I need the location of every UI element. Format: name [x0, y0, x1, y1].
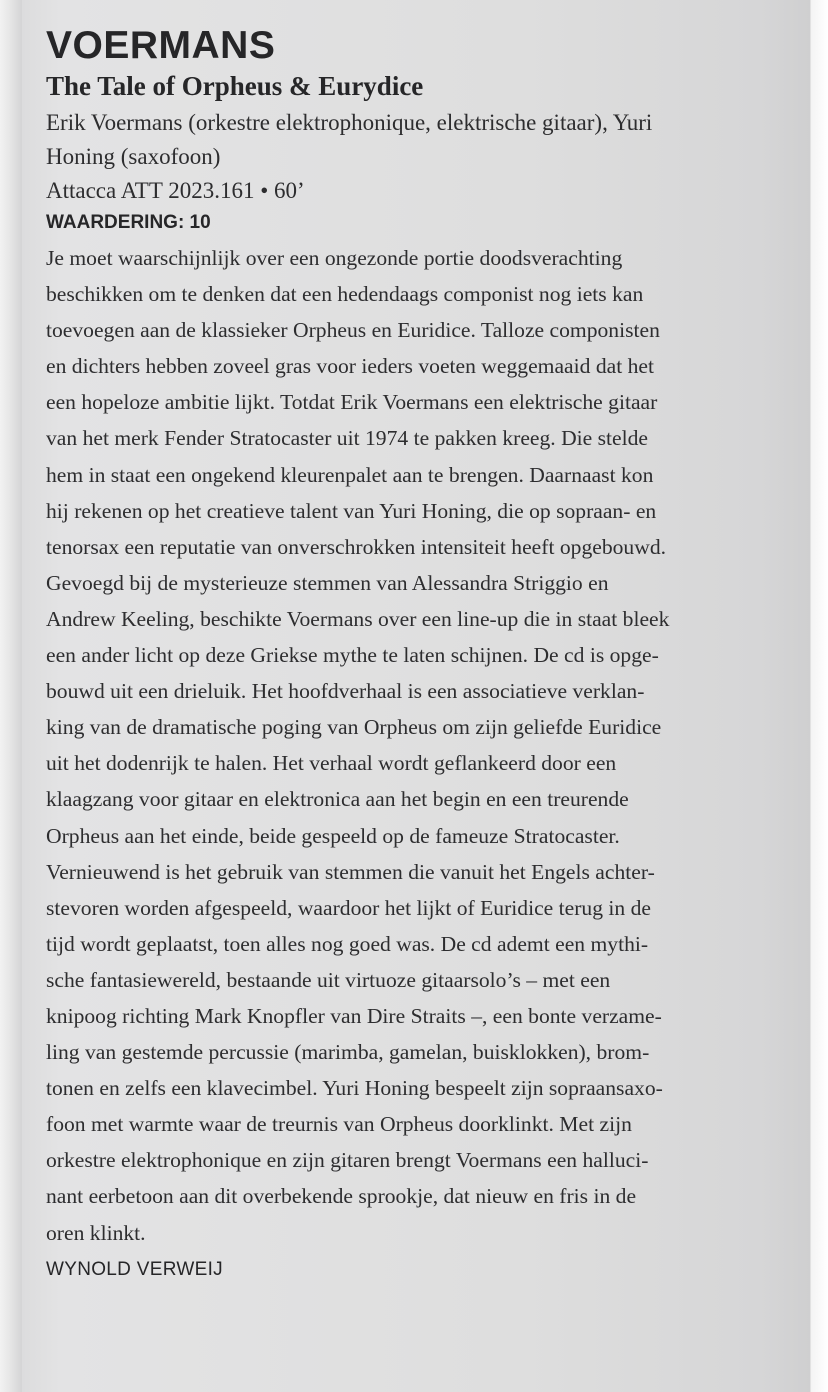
review-body — [46, 240, 806, 1251]
review-line: en dichters hebben zoveel gras voor ieders voeten weggemaaid dat het — [46, 354, 654, 379]
review-article — [46, 24, 806, 1285]
author-byline: WYNOLD VERWEIJ — [46, 1258, 223, 1280]
review-line: toevoegen aan de klassieker Orpheus en Euridice. Talloze componisten — [46, 318, 660, 343]
review-line: oren klinkt. — [46, 1220, 146, 1245]
review-line: Orpheus aan het einde, beide gespeeld op de fameuze Stratocaster. — [46, 823, 620, 848]
artist-name: VOERMANS — [46, 24, 276, 67]
review-line: hij rekenen op het creatieve talent van Yuri Honing, die op sopraan- en — [46, 498, 657, 523]
review-line: sche fantasiewereld, bestaande uit virtuoze gitaarsolo’s – met een — [46, 967, 611, 992]
review-line: van het merk Fender Stratocaster uit 1974 te pakken kreeg. Die stelde — [46, 426, 649, 451]
catalog-info: Attacca ATT 2023.161 • 60’ — [46, 178, 305, 203]
rating: WAARDERING: 10 — [46, 212, 211, 233]
review-line: stevoren worden afgespeeld, waardoor het lijkt of Euridice terug in de — [46, 895, 652, 920]
review-line: tijd wordt geplaatst, toen alles nog goed was. De cd ademt een mythi- — [46, 931, 649, 956]
review-line: Je moet waarschijnlijk over een ongezonde portie doodsverachting — [46, 246, 623, 270]
review-line: tonen en zelfs een klavecimbel. Yuri Honing bespeelt zijn sopraansaxo- — [46, 1076, 663, 1101]
review-line: beschikken om te denken dat een hedendaags componist nog iets kan — [46, 282, 644, 307]
review-line: Andrew Keeling, beschikte Voermans over een line-up die in staat bleek — [46, 606, 670, 631]
review-line: nant eerbetoon aan dit overbekende sprookje, dat nieuw en fris in de — [46, 1184, 637, 1209]
album-title: The Tale of Orpheus & Eurydice — [46, 71, 424, 101]
review-line: foon met warmte waar de treurnis van Orpheus doorklinkt. Met zijn — [46, 1112, 632, 1137]
review-line: een ander licht op deze Griekse mythe te laten schijnen. De cd is opge- — [46, 643, 659, 668]
review-line: een hopeloze ambitie lijkt. Totdat Erik Voermans een elektrische gitaar — [46, 390, 658, 415]
review-line: king van de dramatische poging van Orpheus om zijn geliefde Euridice — [46, 715, 662, 740]
review-line: klaagzang voor gitaar en elektronica aan het begin en een treurende — [46, 787, 629, 812]
review-line: Vernieuwend is het gebruik van stemmen die vanuit het Engels achter- — [46, 859, 655, 884]
review-line: Gevoegd bij de mysterieuze stemmen van Alessandra Striggio en — [46, 570, 609, 595]
review-line: knipoog richting Mark Knopfler van Dire Straits –, een bonte verzame- — [46, 1003, 662, 1028]
review-line: uit het dodenrijk te halen. Het verhaal wordt geflankeerd door een — [46, 751, 617, 776]
credits-line: Erik Voermans (orkestre elektrophonique, elektrische gitaar), Yuri — [46, 110, 653, 135]
credits-line: Honing (saxofoon) — [46, 144, 221, 169]
review-line: tenorsax een reputatie van onverschrokken intensiteit heeft opgebouwd. — [46, 534, 667, 559]
review-line: hem in staat een ongekend kleurenpalet aan te brengen. Daarnaast kon — [46, 462, 654, 487]
review-line: orkestre elektrophonique en zijn gitaren brengt Voermans een halluci- — [46, 1148, 649, 1173]
review-line: bouwd uit een drieluik. Het hoofdverhaal is een associatieve verklan- — [46, 679, 645, 704]
review-line: ling van gestemde percussie (marimba, gamelan, buisklokken), brom- — [46, 1040, 650, 1065]
performer-credits — [46, 106, 806, 174]
